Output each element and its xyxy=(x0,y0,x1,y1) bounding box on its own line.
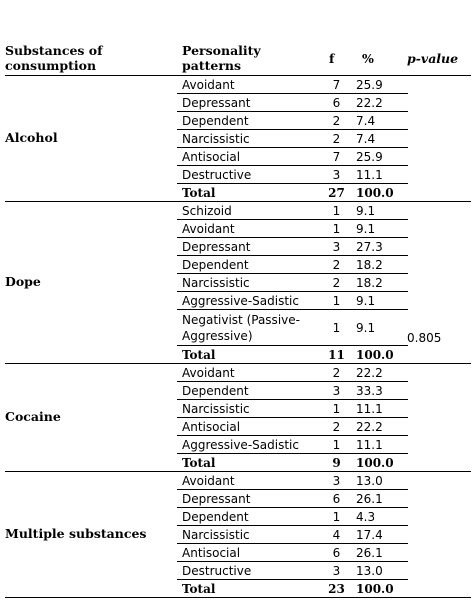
frequency-cell: 2 xyxy=(332,419,341,434)
group-cocaine xyxy=(5,364,471,472)
frequency-cell: 11 xyxy=(328,347,345,362)
table-row xyxy=(177,94,408,112)
p-value: 0.805 xyxy=(407,331,442,345)
frequency-cell: 3 xyxy=(332,563,341,578)
table-row xyxy=(177,310,408,346)
pattern-cell: Antisocial xyxy=(182,419,241,434)
header-substances: Substances of consumption xyxy=(5,43,103,73)
percent-cell: 9.1 xyxy=(356,293,376,308)
pattern-cell: Destructive xyxy=(182,167,252,182)
percent-cell: 11.1 xyxy=(356,167,383,182)
pattern-cell: Avoidant xyxy=(182,221,235,236)
frequency-cell: 3 xyxy=(332,473,341,488)
percent-cell: 7.4 xyxy=(356,113,376,128)
frequency-cell: 1 xyxy=(332,509,341,524)
frequency-cell: 2 xyxy=(332,257,341,272)
frequency-cell: 2 xyxy=(332,131,341,146)
percent-cell: 33.3 xyxy=(356,383,383,398)
pattern-cell: Total xyxy=(182,581,216,596)
group-dope xyxy=(5,202,471,364)
frequency-cell: 3 xyxy=(332,239,341,254)
table-row xyxy=(177,382,408,400)
frequency-cell: 4 xyxy=(332,527,341,542)
frequency-cell: 1 xyxy=(332,221,341,236)
table-header xyxy=(5,42,471,76)
group-label: Cocaine xyxy=(5,408,61,424)
percent-cell: 26.1 xyxy=(356,491,383,506)
percent-cell: 100.0 xyxy=(356,185,394,200)
percent-cell: 25.9 xyxy=(356,149,383,164)
table-row xyxy=(177,76,408,94)
percent-cell: 11.1 xyxy=(356,437,383,452)
header-percent: % xyxy=(362,51,374,66)
group-label: Dope xyxy=(5,273,41,289)
pattern-cell: Total xyxy=(182,455,216,470)
frequency-cell: 6 xyxy=(332,491,341,506)
table-row xyxy=(177,400,408,418)
frequency-cell: 3 xyxy=(332,383,341,398)
table-row xyxy=(177,130,408,148)
table-row xyxy=(177,292,408,310)
percent-cell: 27.3 xyxy=(356,239,383,254)
header-f: f xyxy=(329,51,335,66)
pattern-cell: Dependent xyxy=(182,113,249,128)
frequency-cell: 1 xyxy=(332,203,341,218)
pattern-cell: Avoidant xyxy=(182,365,235,380)
percent-cell: 13.0 xyxy=(356,473,383,488)
group-multiple-substances xyxy=(5,472,471,598)
pattern-cell: Narcissistic xyxy=(182,401,250,416)
pattern-cell: Depressant xyxy=(182,491,251,506)
percent-cell: 17.4 xyxy=(356,527,383,542)
group-label: Alcohol xyxy=(5,129,58,145)
table-row xyxy=(177,238,408,256)
percent-cell: 22.2 xyxy=(356,95,383,110)
percent-cell: 7.4 xyxy=(356,131,376,146)
header-p-value: p-value xyxy=(407,51,459,66)
table-row xyxy=(177,220,408,238)
percent-cell: 22.2 xyxy=(356,419,383,434)
frequency-cell: 2 xyxy=(332,275,341,290)
table-row xyxy=(177,256,408,274)
pattern-cell: Negativist (Passive-Aggressive) xyxy=(182,312,300,343)
total-row xyxy=(177,346,408,363)
percent-cell: 100.0 xyxy=(356,347,394,362)
group-alcohol xyxy=(5,76,471,202)
frequency-cell: 1 xyxy=(332,437,341,452)
table-row xyxy=(177,562,408,580)
percent-cell: 9.1 xyxy=(356,203,376,218)
frequency-cell: 27 xyxy=(328,185,345,200)
pattern-cell: Dependent xyxy=(182,257,249,272)
frequency-cell: 6 xyxy=(332,545,341,560)
table-row xyxy=(177,418,408,436)
pattern-cell: Dependent xyxy=(182,509,249,524)
table-body xyxy=(5,76,471,598)
percent-cell: 22.2 xyxy=(356,365,383,380)
total-row xyxy=(177,580,408,597)
pattern-cell: Narcissistic xyxy=(182,527,250,542)
pattern-cell: Avoidant xyxy=(182,77,235,92)
pattern-cell: Aggressive-Sadistic xyxy=(182,437,299,452)
table-row xyxy=(177,544,408,562)
table-row xyxy=(177,508,408,526)
table-row xyxy=(177,112,408,130)
table-row xyxy=(177,490,408,508)
pattern-cell: Narcissistic xyxy=(182,275,250,290)
frequency-cell: 1 xyxy=(332,293,341,308)
percent-cell: 18.2 xyxy=(356,257,383,272)
percent-cell: 100.0 xyxy=(356,455,394,470)
frequency-cell: 1 xyxy=(332,320,341,335)
frequency-cell: 9 xyxy=(332,455,341,470)
table-row xyxy=(177,436,408,454)
total-row xyxy=(177,184,408,201)
group-label: Multiple substances xyxy=(5,525,147,541)
percent-cell: 9.1 xyxy=(356,320,376,335)
frequency-cell: 7 xyxy=(332,77,341,92)
frequency-cell: 3 xyxy=(332,167,341,182)
frequency-cell: 2 xyxy=(332,113,341,128)
percent-cell: 11.1 xyxy=(356,401,383,416)
frequency-cell: 6 xyxy=(332,95,341,110)
frequency-cell: 7 xyxy=(332,149,341,164)
total-row xyxy=(177,454,408,471)
pattern-cell: Narcissistic xyxy=(182,131,250,146)
percent-cell: 4.3 xyxy=(356,509,376,524)
table-row xyxy=(177,148,408,166)
table-row xyxy=(177,274,408,292)
pattern-cell: Depressant xyxy=(182,239,251,254)
frequency-cell: 1 xyxy=(332,401,341,416)
pattern-cell: Aggressive-Sadistic xyxy=(182,293,299,308)
pattern-cell: Total xyxy=(182,347,216,362)
percent-cell: 13.0 xyxy=(356,563,383,578)
percent-cell: 25.9 xyxy=(356,77,383,92)
pattern-cell: Depressant xyxy=(182,95,251,110)
table-row xyxy=(177,526,408,544)
table-row xyxy=(177,364,408,382)
pattern-cell: Antisocial xyxy=(182,149,241,164)
frequency-cell: 23 xyxy=(328,581,345,596)
table-row xyxy=(177,472,408,490)
header-patterns: Personality patterns xyxy=(182,43,261,73)
data-table xyxy=(5,42,471,598)
percent-cell: 9.1 xyxy=(356,221,376,236)
pattern-cell: Avoidant xyxy=(182,473,235,488)
pattern-cell: Total xyxy=(182,185,216,200)
pattern-cell: Dependent xyxy=(182,383,249,398)
percent-cell: 100.0 xyxy=(356,581,394,596)
percent-cell: 18.2 xyxy=(356,275,383,290)
table-row xyxy=(177,166,408,184)
pattern-cell: Antisocial xyxy=(182,545,241,560)
table-row xyxy=(177,202,408,220)
pattern-cell: Schizoid xyxy=(182,203,232,218)
percent-cell: 26.1 xyxy=(356,545,383,560)
frequency-cell: 2 xyxy=(332,365,341,380)
pattern-cell: Destructive xyxy=(182,563,252,578)
